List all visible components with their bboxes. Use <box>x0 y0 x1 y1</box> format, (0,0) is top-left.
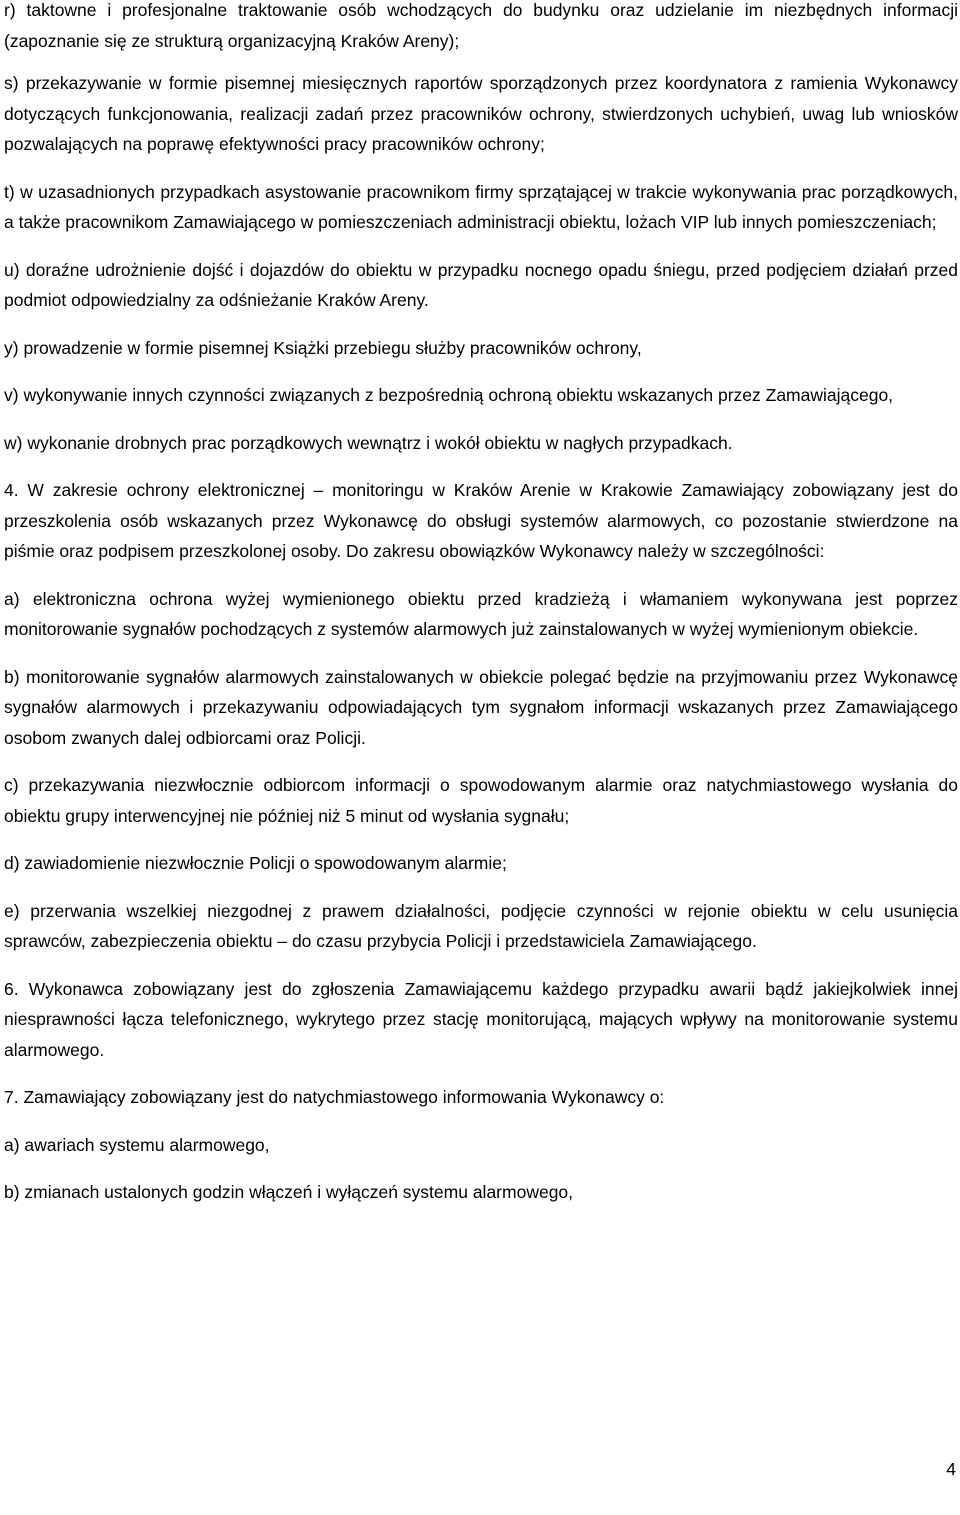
paragraph-s: s) przekazywanie w formie pisemnej miesięcznych raportów sporządzonych przez koordynatora z ramienia Wykonawcy dotyczących funkcjonowania, realizacji zadań przez pracowników ochrony, stwierdzonych uchybień, uwag lub wniosków pozwalających na poprawę efektywności pracy pracowników ochrony; <box>4 73 958 154</box>
paragraph-7b: b) zmianach ustalonych godzin włączeń i wyłączeń systemu alarmowego, <box>4 1182 574 1202</box>
paragraph-v: v) wykonywanie innych czynności związanych z bezpośrednią ochroną obiektu wskazanych przez Zamawiającego, <box>4 385 894 405</box>
paragraph-4d: d) zawiadomienie niezwłocznie Policji o spowodowanym alarmie; <box>4 853 507 873</box>
document-page <box>4 0 958 1208</box>
paragraph-u: u) doraźne udrożnienie dojść i dojazdów do obiektu w przypadku nocnego opadu śniegu, przed podjęciem działań przed podmiot odpowiedzialny za odśnieżanie Kraków Areny. <box>4 259 958 310</box>
paragraph-4c: c) przekazywania niezwłocznie odbiorcom informacji o spowodowanym alarmie oraz natychmiastowego wysłania do obiektu grupy interwencyjnej nie później niż 5 minut od wysłania sygnału; <box>4 775 958 826</box>
page-number: 4 <box>946 1459 956 1479</box>
paragraph-t: t) w uzasadnionych przypadkach asystowanie pracownikom firmy sprzątającej w trakcie wykonywania prac porządkowych, a także pracownikom Zamawiającego w pomieszczeniach administracji obiektu, lożach VIP lub innych pomieszczeniach; <box>4 181 958 232</box>
paragraph-r: r) taktowne i profesjonalne traktowanie osób wchodzących do budynku oraz udzielanie im niezbędnych informacji (zapoznanie się ze strukturą organizacyjną Kraków Areny); <box>4 0 958 51</box>
section-4-intro: 4. W zakresie ochrony elektronicznej – monitoringu w Kraków Arenie w Krakowie Zamawiający zobowiązany jest do przeszkolenia osób wskazanych przez Wykonawcę do obsługi systemów alarmowych, co pozostanie stwierdzone na piśmie oraz podpisem przeszkolonej osoby. Do zakresu obowiązków Wykonawcy należy w szczególności: <box>4 480 958 561</box>
paragraph-4a: a) elektroniczna ochrona wyżej wymienionego obiektu przed kradzieżą i włamaniem wykonywana jest poprzez monitorowanie sygnałów pochodzących z systemów alarmowych już zainstalowanych w wyżej wymienionym obiekcie. <box>4 588 958 639</box>
section-6: 6. Wykonawca zobowiązany jest do zgłoszenia Zamawiającemu każdego przypadku awarii bądź jakiejkolwiek innej niesprawności łącza telefonicznego, wykrytego przez stację monitorującą, mających wpływy na monitorowanie systemu alarmowego. <box>4 978 958 1060</box>
paragraph-4b: b) monitorowanie sygnałów alarmowych zainstalowanych w obiekcie polegać będzie na przyjmowaniu przez Wykonawcę sygnałów alarmowych i przekazywaniu odpowiadających tym sygnałom informacji wskazanych przez Zamawiającego osobom zwanych dalej odbiorcami oraz Policji. <box>4 666 958 748</box>
section-7-intro: 7. Zamawiający zobowiązany jest do natychmiastowego informowania Wykonawcy o: <box>4 1087 665 1107</box>
paragraph-w: w) wykonanie drobnych prac porządkowych wewnątrz i wokół obiektu w nagłych przypadkach. <box>4 432 733 453</box>
paragraph-7a: a) awariach systemu alarmowego, <box>4 1134 270 1155</box>
paragraph-4e: e) przerwania wszelkiej niezgodnej z prawem działalności, podjęcie czynności w rejonie obiektu w celu usunięcia sprawców, zabezpieczenia obiektu – do czasu przybycia Policji i przedstawiciela Zamawiającego. <box>4 900 958 951</box>
paragraph-y: y) prowadzenie w formie pisemnej Książki przebiegu służby pracowników ochrony, <box>4 337 642 358</box>
